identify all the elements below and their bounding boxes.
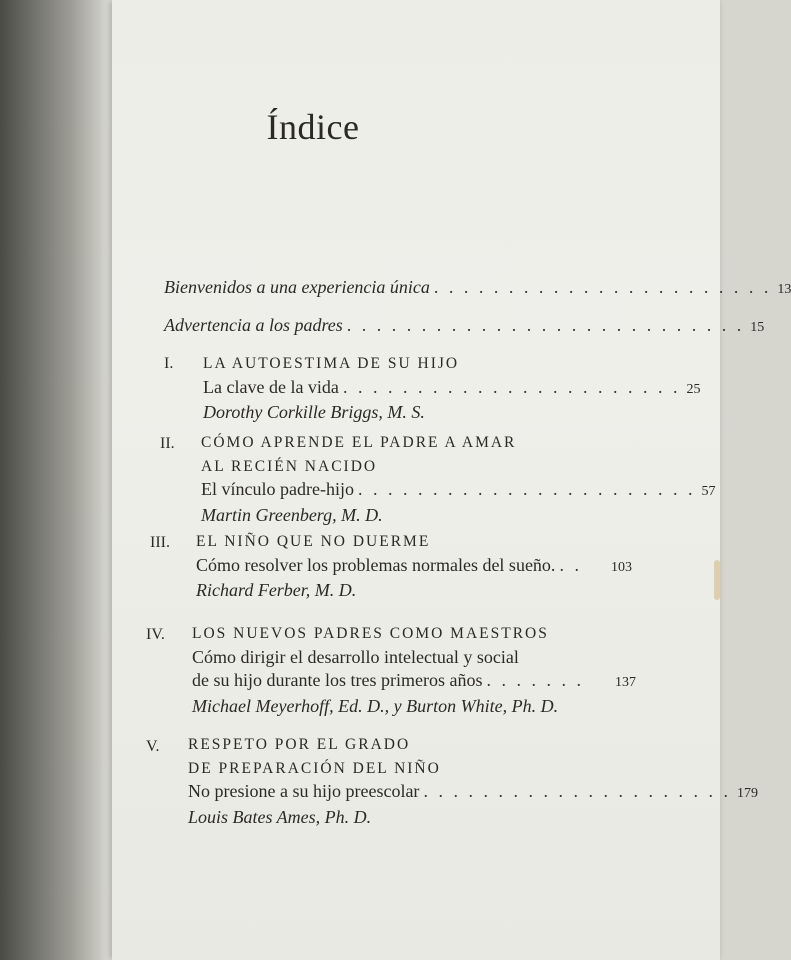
chapter-heading: RESPETO POR EL GRADO: [188, 736, 411, 753]
intro-entry-label: Advertencia a los padres: [164, 315, 343, 335]
chapter-entry-1: [203, 352, 701, 425]
page-number: 15: [750, 320, 765, 335]
page-number: 25: [686, 381, 701, 397]
chapter-number: III.: [150, 534, 170, 551]
chapter-subtitle: El vínculo padre-hijo: [201, 479, 354, 499]
chapter-author: Dorothy Corkille Briggs, M. S.: [203, 402, 425, 422]
chapter-subtitle: Cómo dirigir el desarrollo intelectual y social: [192, 646, 519, 667]
chapter-author: Martin Greenberg, M. D.: [201, 504, 383, 525]
chapter-subtitle: La clave de la vida: [203, 376, 339, 397]
chapter-author: Richard Ferber, M. D.: [196, 580, 357, 600]
dot-leader: . . . . . . . . . . . . . . . . . . . . . . .: [357, 479, 696, 499]
chapter-number: I.: [164, 355, 174, 372]
chapter-heading: LOS NUEVOS PADRES COMO MAESTROS: [192, 625, 549, 642]
page-number: 13: [777, 282, 791, 297]
dot-leader: . .: [559, 554, 582, 575]
dot-leader: . . . . . . .: [486, 670, 584, 690]
chapter-author: Michael Meyerhoff, Ed. D., y Burton White, Ph. D.: [192, 695, 559, 716]
chapter-entry-5: [188, 733, 758, 829]
chapter-author: Louis Bates Ames, Ph. D.: [188, 806, 372, 827]
chapter-number: V.: [146, 738, 160, 755]
chapter-heading: LA AUTOESTIMA DE SU HIJO: [203, 355, 460, 372]
intro-entry-2: [164, 314, 765, 340]
page-number: 103: [611, 559, 632, 575]
chapter-subtitle: de su hijo durante los tres primeros años: [192, 670, 483, 690]
dot-leader: . . . . . . . . . . . . . . . . . . . . . . . . . . .: [346, 315, 745, 335]
chapter-heading: EL NIÑO QUE NO DUERME: [196, 533, 431, 550]
intro-entry-1: [164, 276, 791, 302]
chapter-number: IV.: [146, 626, 165, 643]
chapter-number: II.: [160, 435, 175, 452]
dot-leader: . . . . . . . . . . . . . . . . . . . . . . .: [342, 376, 681, 397]
chapter-entry-3: [196, 530, 632, 603]
page-stain: [714, 560, 720, 600]
chapter-heading: AL RECIÉN NACIDO: [201, 457, 378, 475]
dot-leader: . . . . . . . . . . . . . . . . . . . . .: [423, 781, 731, 801]
page-number: 137: [615, 675, 636, 690]
chapter-heading: CÓMO APRENDE EL PADRE A AMAR: [201, 434, 517, 451]
page-number: 179: [736, 786, 758, 801]
dot-leader: . . . . . . . . . . . . . . . . . . . . . . .: [433, 277, 772, 297]
page-number: 57: [701, 484, 716, 499]
chapter-subtitle: Cómo resolver los problemas normales del sueño.: [196, 554, 556, 575]
chapter-entry-2: [201, 431, 716, 527]
intro-entry-label: Bienvenidos a una experiencia única: [164, 277, 430, 297]
page-title: Índice: [266, 107, 360, 147]
chapter-entry-4: [192, 622, 636, 718]
chapter-heading: DE PREPARACIÓN DEL NIÑO: [188, 759, 441, 777]
chapter-subtitle: No presione a su hijo preescolar: [188, 781, 420, 801]
